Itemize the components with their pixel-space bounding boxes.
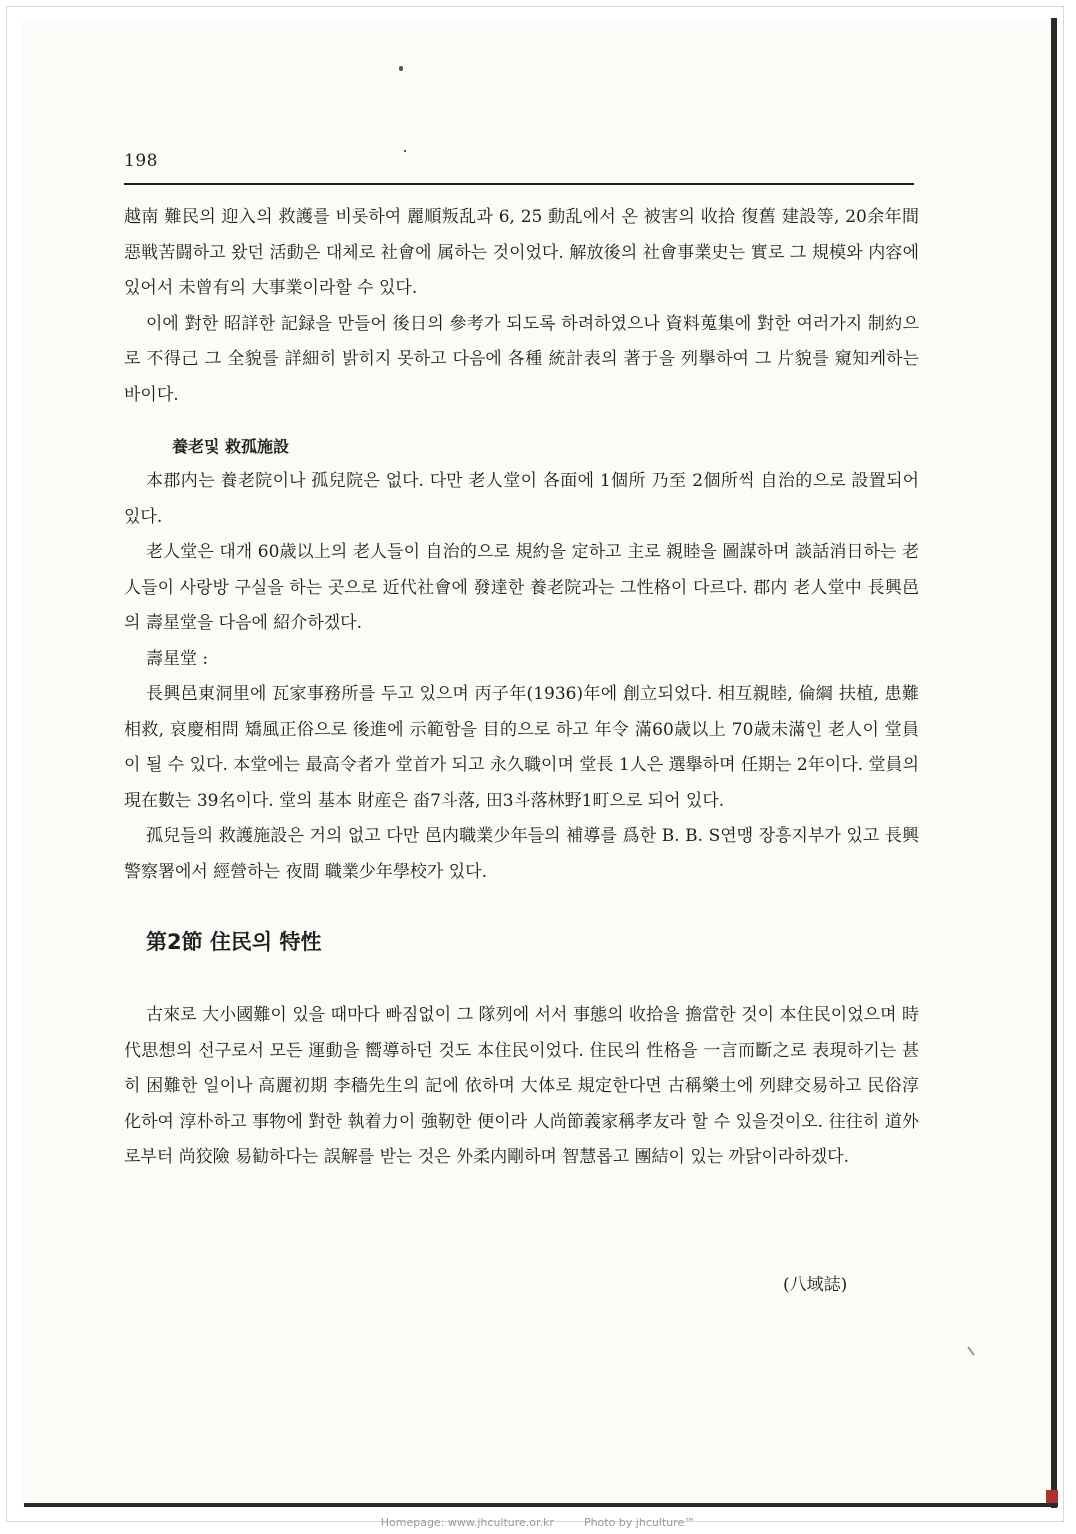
section-heading: 第2節 住民의 特性 bbox=[146, 930, 322, 954]
footer-credits bbox=[0, 1511, 1076, 1534]
body-paragraph: 越南 難民의 迎入의 救護를 비롯하여 麗順叛乱과 6, 25 動乱에서 온 被害의 收拾 復舊 建設等, 20余年間 惡戦苦闘하고 왔던 活動은 대체로 社會에 属하는 것이었다. 解放後의 社會事業史는 實로 그 規模와 内容에 있어서 未曾有의 大事業이라할 수 있다. bbox=[124, 207, 919, 298]
homepage-credit: Homepage: www.jhculture.or.kr bbox=[380, 1516, 554, 1529]
book-spine-edge bbox=[1051, 18, 1057, 1508]
source-citation: (八域誌) bbox=[783, 1275, 848, 1295]
photo-credit: Photo by jhculture™ bbox=[583, 1516, 696, 1529]
body-paragraph: 老人堂은 대개 60歳以上의 老人들이 自治的으로 規約을 定하고 主로 親睦을 圖謀하며 談話消日하는 老人들이 사랑방 구실을 하는 곳으로 近代社會에 發達한 養老院과는 그性格이 다르다. 郡内 老人堂中 長興邑의 壽星堂을 다음에 紹介하겠다. bbox=[124, 542, 919, 633]
page-number: 198 bbox=[124, 151, 158, 171]
subheading: 養老및 救孤施設 bbox=[172, 437, 290, 456]
body-paragraph: 本郡内는 養老院이나 孤兒院은 없다. 다만 老人堂이 各面에 1個所 乃至 2個所씩 自治的으로 設置되어 있다. bbox=[124, 471, 919, 527]
page-bottom-edge bbox=[24, 1503, 1058, 1507]
scan-speck bbox=[399, 66, 403, 71]
body-paragraph: 孤兒들의 救護施設은 거의 없고 다만 邑内職業少年들의 補導를 爲한 B. B. S연맹 장흥지부가 있고 長興警察署에서 經營하는 夜間 職業少年學校가 있다. bbox=[124, 826, 919, 882]
body-paragraph: 長興邑東洞里에 瓦家事務所를 두고 있으며 丙子年(1936)年에 創立되었다. 相互親睦, 倫綱 扶植, 患難相救, 哀慶相問 矯風正俗으로 後進에 示範함을 目的으로 하고 年令 滿60歳以上 70歳未滿인 老人이 堂員이 될 수 있다. 本堂에는 最高令者가 堂首가 되고 永久職이며 堂長 1人은 選擧하며 任期는 2年이다. 堂員의 現在數는 39名이다. 堂의 基本 財産은 畓7斗落, 田3斗落林野1町으로 되어 있다. bbox=[124, 684, 919, 811]
header-rule bbox=[124, 183, 914, 185]
body-paragraph: 壽星堂 : bbox=[146, 648, 209, 669]
body-paragraph: 古來로 大小國難이 있을 때마다 빠짐없이 그 隊列에 서서 事態의 收拾을 擔當한 것이 本住民이었으며 時代思想의 선구로서 모든 運動을 嚮導하던 것도 本住民이었다. 住民의 性格을 一言而斷之로 表現하기는 甚히 困難한 일이나 高麗初期 李穡先生의 記에 依하며 大体로 規定한다면 古稱樂土에 列肆交易하고 民俗淳化하여 淳朴하고 事物에 對한 執着力이 強靭한 便이라 人尚節義家稱孝友라 할 수 있을것이오. 往往히 道外로부터 尚狡險 易勧하다는 誤解를 받는 것은 外柔内剛하며 智慧롭고 團結이 있는 까닭이라하겠다. bbox=[124, 1005, 919, 1167]
page-body bbox=[124, 200, 919, 1176]
scan-speck bbox=[404, 150, 406, 152]
body-paragraph: 이에 對한 昭詳한 記録을 만들어 後日의 參考가 되도록 하려하였으나 資料蒐集에 對한 여러가지 制約으로 不得己 그 全貌를 詳細히 밝히지 못하고 다음에 各種 統計表의 著于을 列擧하여 그 片貌를 窺知케하는 바이다. bbox=[124, 313, 919, 405]
